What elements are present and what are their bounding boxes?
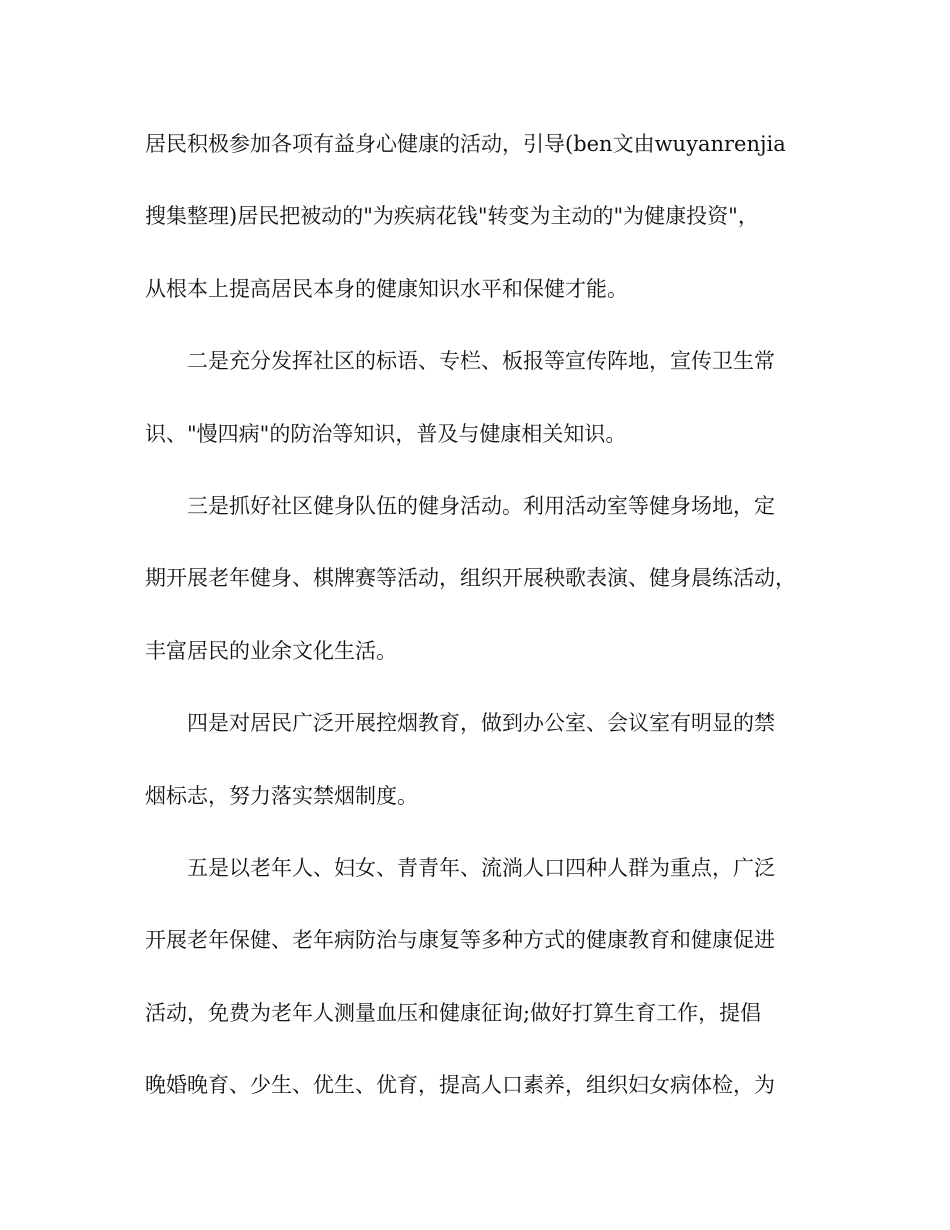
text-line: 开展老年保健、老年病防治与康复等多种方式的健康教育和健康促进: [145, 928, 775, 953]
paragraph-start-line: 五是以老年人、妇女、青青年、流淌人口四种人群为重点，广泛: [187, 855, 775, 880]
text-line: 识、"慢四病"的防治等知识，普及与健康相关知识。: [145, 421, 627, 446]
text-line: 晚婚晚育、少生、优生、优育，提高人口素养，组织妇女病体检，为: [145, 1073, 775, 1098]
document-body: [145, 118, 817, 1131]
text-line: 搜集整理)居民把被动的"为疾病花钱"转变为主动的"为健康投资"，: [145, 204, 759, 229]
paragraph-start-line: 二是充分发挥社区的标语、专栏、板报等宣传阵地，宣传卫生常: [187, 349, 775, 374]
text-line: 烟标志，努力落实禁烟制度。: [145, 783, 418, 808]
text-line: 丰富居民的业余文化生活。: [145, 638, 397, 663]
text-line: 活动，免费为老年人测量血压和健康征询;做好打算生育工作，提倡: [145, 1000, 762, 1025]
text-line: 期开展老年健身、棋牌赛等活动，组织开展秧歌表演、健身晨练活动，: [145, 566, 796, 591]
paragraph-start-line: 三是抓好社区健身队伍的健身活动。利用活动室等健身场地，定: [187, 493, 775, 518]
text-line: 从根本上提高居民本身的健康知识水平和保健才能。: [145, 276, 628, 301]
paragraph-start-line: 四是对居民广泛开展控烟教育，做到办公室、会议室有明显的禁: [187, 711, 775, 736]
text-line: 居民积极参加各项有益身心健康的活动，引导(ben文由wuyanrenjia: [145, 132, 786, 156]
